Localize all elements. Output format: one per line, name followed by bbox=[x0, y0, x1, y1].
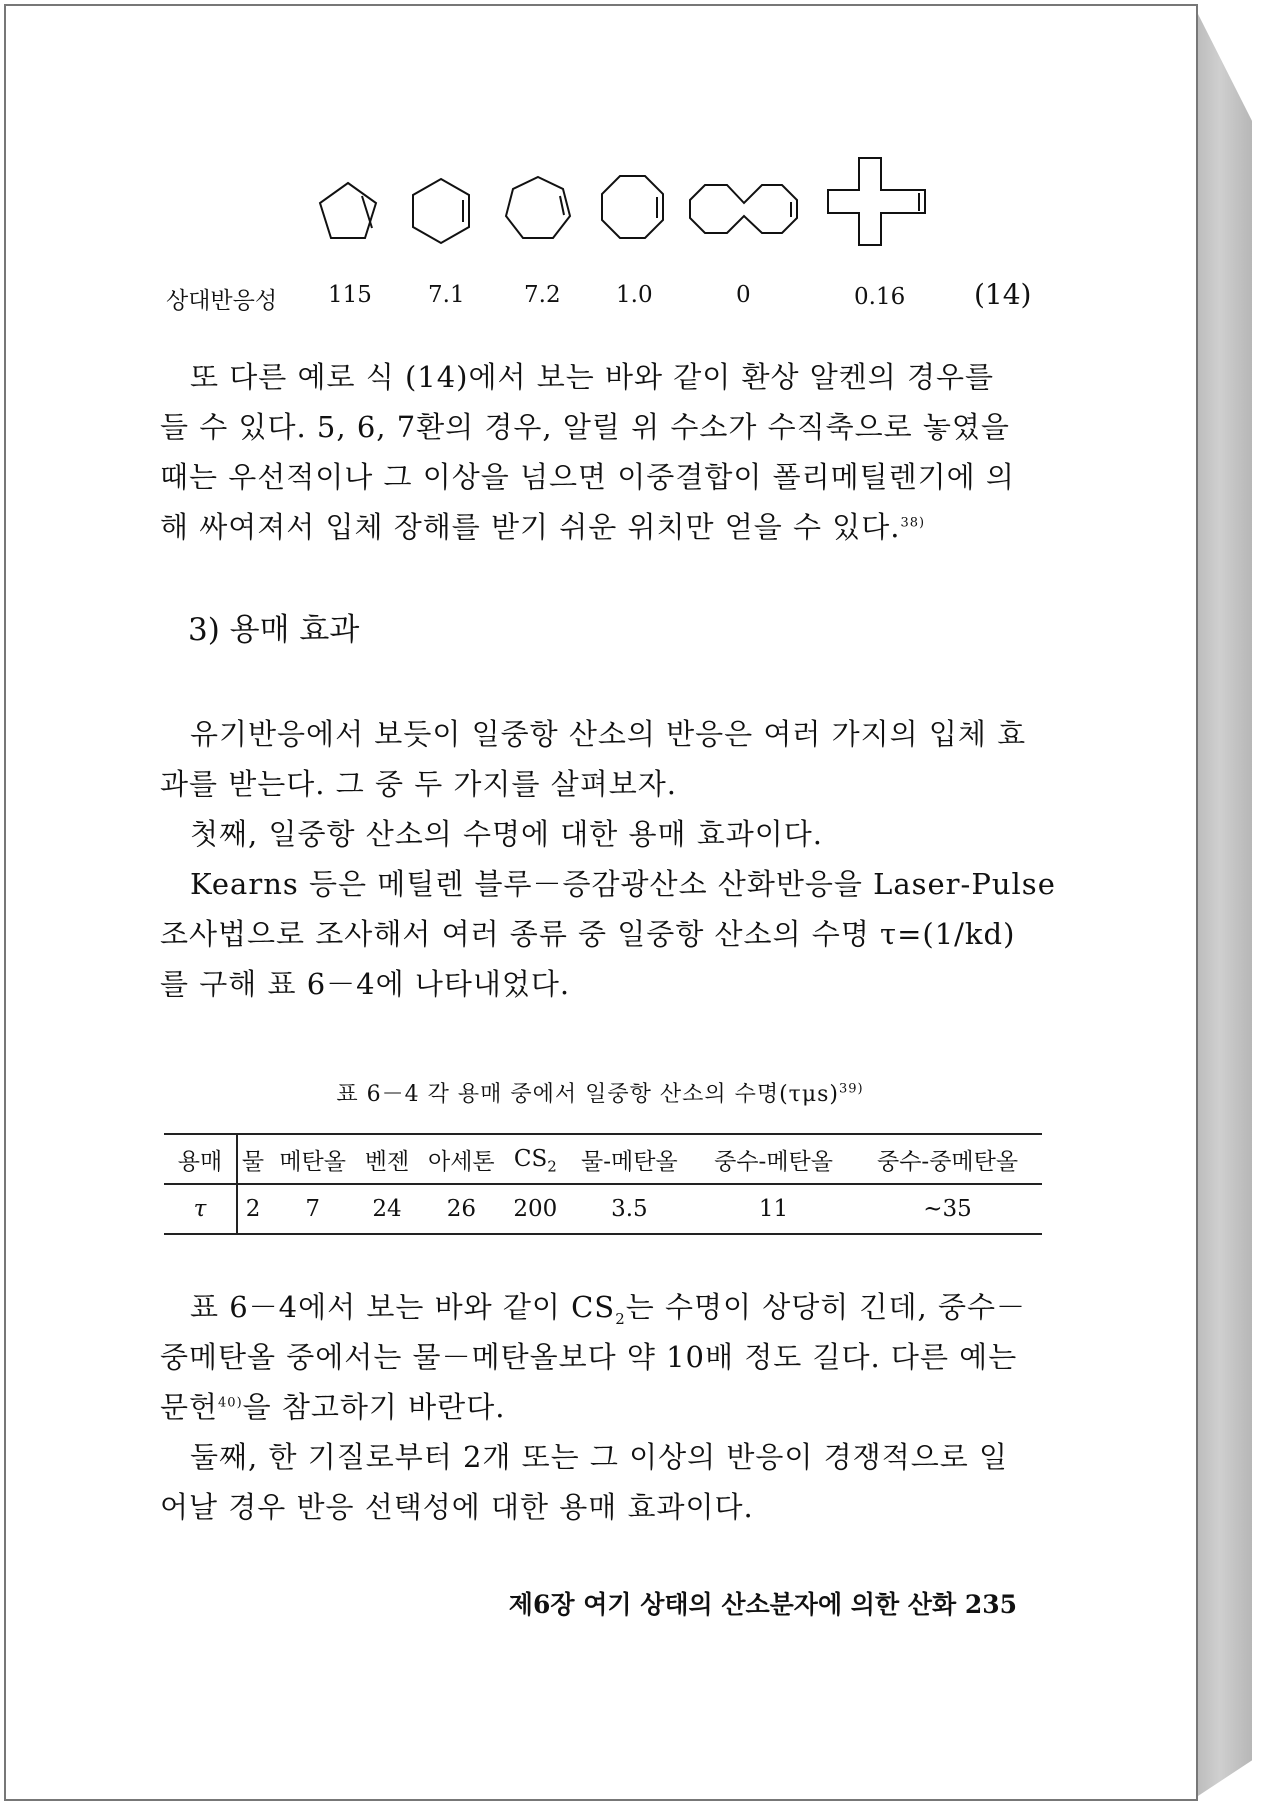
cyclododecene-structure bbox=[828, 158, 925, 245]
reference-mark: 39) bbox=[839, 1081, 864, 1097]
reference-mark: 40) bbox=[218, 1395, 243, 1411]
text-span: 문헌 bbox=[160, 1390, 219, 1424]
table-caption bbox=[0, 1077, 1200, 1108]
text-line: 과를 받는다. 그 중 두 가지를 살펴보자. bbox=[160, 767, 677, 801]
cyclohexene-structure bbox=[413, 179, 469, 243]
table-header-row bbox=[164, 1134, 1042, 1184]
paragraph-cycloalkenes bbox=[160, 352, 1060, 552]
cs-subscript: 2 bbox=[547, 1157, 557, 1176]
reactivity-value: 7.1 bbox=[428, 282, 465, 308]
text-line: 를 구해 표 6－4에 나타내었다. bbox=[160, 967, 571, 1001]
text-line: Kearns 등은 메틸렌 블루－증감광산소 산화반응을 Laser-Pulse bbox=[190, 867, 1056, 901]
reactivity-value: 0 bbox=[736, 282, 751, 308]
text-span: 표 6－4에서 보는 바와 같이 CS bbox=[190, 1290, 616, 1324]
text-line: 첫째, 일중항 산소의 수명에 대한 용매 효과이다. bbox=[190, 817, 824, 851]
text-line bbox=[160, 502, 1060, 552]
table-cell: 3.5 bbox=[611, 1196, 648, 1222]
text-line: 둘째, 한 기질로부터 2개 또는 그 이상의 반응이 경쟁적으로 일 bbox=[190, 1440, 1008, 1474]
reactivity-value: 0.16 bbox=[854, 284, 906, 310]
text-span: 는 수명이 상당히 긴데, 중수－ bbox=[625, 1290, 1026, 1324]
table-row bbox=[164, 1184, 1042, 1234]
text-span: 을 참고하기 바란다. bbox=[242, 1390, 506, 1424]
double-bond-line bbox=[560, 196, 564, 215]
reactivity-value: 1.0 bbox=[616, 282, 653, 308]
text-line: 들 수 있다. 5, 6, 7환의 경우, 알릴 위 수소가 수직축으로 놓였을 bbox=[160, 410, 1010, 444]
text-line bbox=[160, 1382, 1060, 1432]
cycloalkene-structures bbox=[0, 0, 1200, 260]
cs-subscript: 2 bbox=[615, 1309, 626, 1328]
table-header-label: 용매 bbox=[164, 1134, 237, 1184]
equation-number: (14) bbox=[974, 278, 1032, 311]
table-cell: ~35 bbox=[923, 1196, 972, 1222]
table-cell: 24 bbox=[372, 1196, 402, 1222]
table-header-cell: 중수-메탄올 bbox=[714, 1148, 833, 1175]
page-edge bbox=[1198, 14, 1252, 1796]
table-header-cell: 아세톤 bbox=[428, 1148, 495, 1175]
table-cell: 7 bbox=[305, 1196, 320, 1222]
text-line: 유기반응에서 보듯이 일중항 산소의 반응은 여러 가지의 입체 효 bbox=[190, 717, 1027, 751]
cyclopentene-structure bbox=[320, 183, 376, 238]
table-caption-text: 표 6－4 각 용매 중에서 일중항 산소의 수명(τμs) bbox=[336, 1082, 840, 1107]
reactivity-row bbox=[0, 278, 1100, 322]
table-cell: 26 bbox=[446, 1196, 476, 1222]
text-line: 조사법으로 조사해서 여러 종류 중 일중항 산소의 수명 τ=(1/kd) bbox=[160, 917, 1016, 951]
text-line bbox=[160, 1282, 1060, 1332]
text-line: 중메탄올 중에서는 물－메탄올보다 약 10배 정도 길다. 다른 예는 bbox=[160, 1340, 1018, 1374]
table-cell: 11 bbox=[758, 1196, 789, 1222]
cycloheptene-structure bbox=[506, 177, 570, 238]
paragraph-solvent-effect bbox=[160, 709, 1060, 1009]
table-header-cell: 메탄올 bbox=[279, 1148, 346, 1175]
table-cell: 200 bbox=[513, 1196, 558, 1222]
cs-text: CS bbox=[513, 1146, 548, 1172]
reactivity-value: 115 bbox=[328, 282, 372, 308]
cyclodecene-structure bbox=[690, 185, 797, 233]
table-header-cell bbox=[506, 1134, 565, 1184]
table-header-cell: 물 bbox=[241, 1148, 265, 1175]
reactivity-label: 상대반응성 bbox=[166, 288, 278, 314]
section-heading: 3) 용매 효과 bbox=[188, 612, 360, 648]
table-cell: 2 bbox=[245, 1196, 261, 1222]
cyclooctene-structure bbox=[602, 176, 663, 238]
table-row-label: τ bbox=[164, 1184, 237, 1234]
table-header-cell: 벤젠 bbox=[364, 1148, 410, 1175]
lifetime-table bbox=[164, 1133, 1042, 1235]
text-line: 또 다른 예로 식 (14)에서 보는 바와 같이 환상 알켄의 경우를 bbox=[190, 360, 995, 394]
text-line: 어날 경우 반응 선택성에 대한 용매 효과이다. bbox=[160, 1490, 754, 1524]
page-footer: 제6장 여기 상태의 산소분자에 의한 산화 235 bbox=[508, 1590, 1017, 1619]
reference-mark: 38) bbox=[900, 515, 926, 531]
text-span: 해 싸여져서 입체 장해를 받기 쉬운 위치만 얻을 수 있다. bbox=[160, 510, 901, 544]
double-bond-line bbox=[362, 196, 372, 228]
table-header-cell: 물-메탄올 bbox=[581, 1148, 678, 1175]
table-header-cell: 중수-중메탄올 bbox=[877, 1148, 1019, 1175]
reactivity-value: 7.2 bbox=[524, 282, 561, 308]
text-line: 때는 우선적이나 그 이상을 넘으면 이중결합이 폴리메틸렌기에 의 bbox=[160, 460, 1015, 494]
paragraph-table-discussion bbox=[160, 1282, 1060, 1532]
